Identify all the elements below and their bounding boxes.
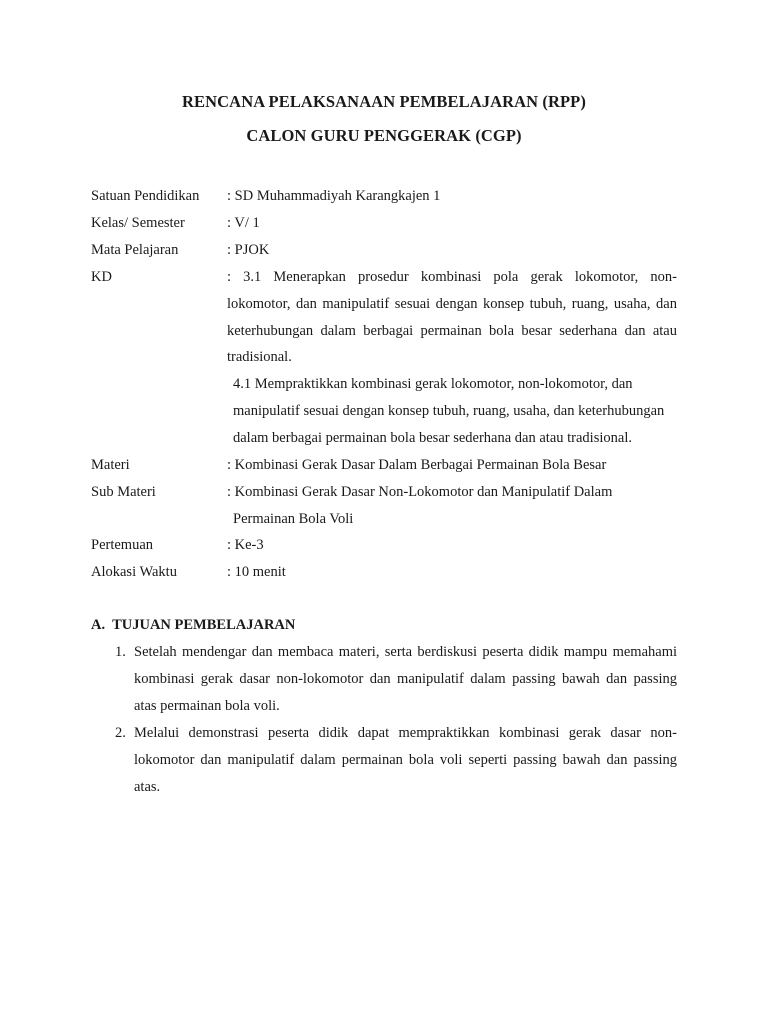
value-sub-materi-cont: Permainan Bola Voli: [233, 511, 354, 527]
kd-3-1-line-2: lokomotor, dan manipulatif sesuai dengan konsep tubuh, ruang, usaha, dan: [227, 296, 677, 312]
label-satuan-pendidikan: Satuan Pendidikan: [91, 188, 200, 204]
list-item-number-2: 2.: [115, 725, 126, 741]
tujuan-1-line-2: kombinasi gerak dasar non-lokomotor dan manipulatif dalam passing bawah dan passing: [134, 671, 677, 687]
kd-4-1-line-3: dalam berbagai permainan bola besar sederhana dan atau tradisional.: [233, 430, 632, 446]
label-materi: Materi: [91, 457, 130, 473]
value-mata-pelajaran: : PJOK: [227, 242, 270, 258]
tujuan-1-line-1: Setelah mendengar dan membaca materi, serta berdiskusi peserta didik mampu memahami: [134, 644, 677, 660]
document-subtitle: CALON GURU PENGGERAK (CGP): [246, 126, 522, 145]
tujuan-2-line-2: lokomotor dan manipulatif dalam permainan bola voli seperti passing bawah dan passing: [134, 752, 677, 768]
kd-3-1-line-4: tradisional.: [227, 349, 292, 365]
label-kd: KD: [91, 269, 112, 285]
kd-4-1-line-2: manipulatif sesuai dengan konsep tubuh, ruang, usaha, dan keterhubungan: [233, 403, 665, 419]
label-pertemuan: Pertemuan: [91, 537, 154, 553]
value-kelas-semester: : V/ 1: [227, 215, 260, 231]
label-sub-materi: Sub Materi: [91, 484, 156, 500]
value-sub-materi: : Kombinasi Gerak Dasar Non-Lokomotor dan Manipulatif Dalam: [227, 484, 613, 500]
value-alokasi-waktu: : 10 menit: [227, 564, 286, 580]
kd-3-1-line-1: : 3.1 Menerapkan prosedur kombinasi pola gerak lokomotor, non-: [227, 269, 677, 285]
label-mata-pelajaran: Mata Pelajaran: [91, 242, 179, 258]
list-item-number-1: 1.: [115, 644, 126, 660]
value-materi: : Kombinasi Gerak Dasar Dalam Berbagai Permainan Bola Besar: [227, 457, 607, 473]
section-a-heading: A. TUJUAN PEMBELAJARAN: [91, 617, 296, 633]
tujuan-1-line-3: atas permainan bola voli.: [134, 698, 280, 714]
kd-4-1-line-1: 4.1 Mempraktikkan kombinasi gerak lokomotor, non-lokomotor, dan: [233, 376, 633, 392]
label-kelas-semester: Kelas/ Semester: [91, 215, 185, 231]
label-alokasi-waktu: Alokasi Waktu: [91, 564, 177, 580]
document-title: RENCANA PELAKSANAAN PEMBELAJARAN (RPP): [182, 92, 586, 111]
kd-3-1-line-3: keterhubungan dalam berbagai permainan bola besar sederhana dan atau: [227, 323, 677, 339]
tujuan-2-line-3: atas.: [134, 779, 161, 795]
value-pertemuan: : Ke-3: [227, 537, 264, 553]
tujuan-2-line-1: Melalui demonstrasi peserta didik dapat mempraktikkan kombinasi gerak dasar non-: [134, 725, 677, 741]
value-satuan-pendidikan: : SD Muhammadiyah Karangkajen 1: [227, 188, 441, 204]
